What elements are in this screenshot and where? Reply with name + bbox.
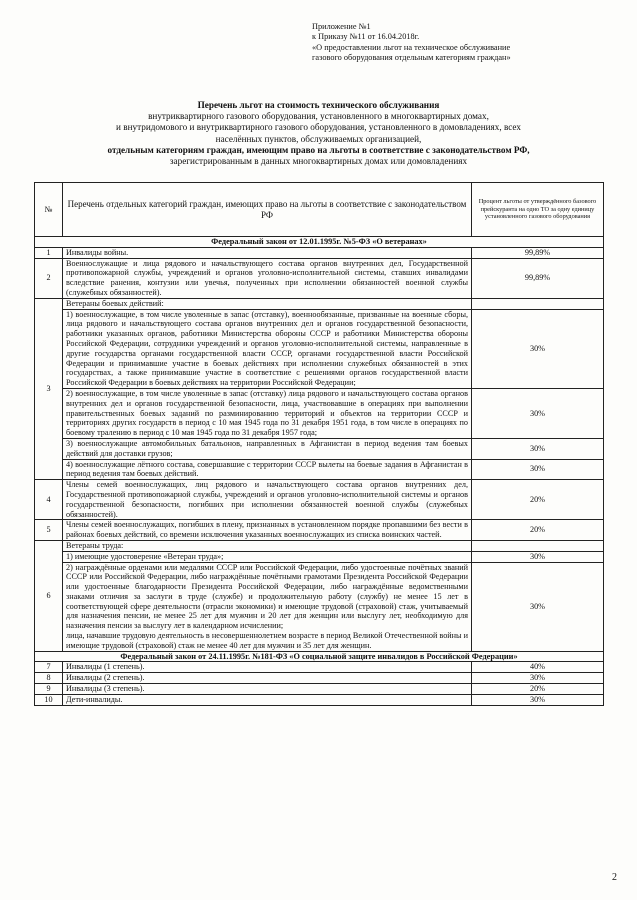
appendix-line: к Приказу №11 от 16.04.2018г. xyxy=(312,32,420,42)
row-text: Члены семей военнослужащих, лиц рядового и начальствующего состава органов внутренних дел, Государственной противопожарной службы, учреждений и органов уголовно-исполнительной системы и органов государственной безопасности, погибших при исполнении обязанностей военной службы (служебных обязанностей). xyxy=(63,480,472,520)
row-text-part: 2) награждённые орденами или медалями СССР или Российской Федерации, либо удостоенные почётных званий СССР или Российской Федерации, либо награждённые почётными грамотами Президента Российской Федерации или удостоенные благодарности Президента Российской Федерации, либо награждённые ведомственными знаками отличия за заслуги в труде (службе) и продолжительную работу (службу) не менее 15 лет в соответствующей сфере деятельности (отрасли экономики) и имеющие трудовой (страховой) стаж, учитываемый для назначения пенсии, не менее 25 лет для мужчин и 20 лет для женщин или выслугу лет, необходимую для назначения пенсии за выслугу лет в календарном исчислении; xyxy=(66,562,468,631)
row-text: 4) военнослужащие лётного состава, совершавшие с территории СССР вылеты на боевые задания в Афганистан в период ведения там боевых действий. xyxy=(63,459,472,480)
table-row xyxy=(35,562,604,651)
benefits-table xyxy=(34,182,604,706)
row-percent: 30% xyxy=(472,459,604,480)
table-row xyxy=(35,694,604,705)
row-percent-empty xyxy=(472,540,604,551)
table-row xyxy=(35,247,604,258)
table-row xyxy=(35,459,604,480)
row-num: 1 xyxy=(35,247,63,258)
row-num: 6 xyxy=(35,540,63,651)
row-num: 8 xyxy=(35,673,63,684)
row-text: 1) военнослужащие, в том числе уволенные в запас (отставку), военнообязанные, призванные на военные сборы, лица рядового и начальствующего состава органов внутренних дел и органов государственной безопасности, работники указанных органов, работники Министерства обороны СССР и работники Министерства обороны Российской Федерации, сотрудники учреждений и органов уголовно-исполнительной системы, направленные в другие государства органами государственной власти СССР, органами государственной власти Российской Федерации и принимавшие участие в боевых действиях при исполнении служебных обязанностей в этих государствах, а также принимавшие участие в соответствие с решениями органов государственной власти Российской Федерации в боевых действиях на территории Российской Федерации; xyxy=(63,309,472,388)
row-text: 3) военнослужащие автомобильных батальонов, направленных в Афганистан в период ведения там боевых действий для доставки грузов; xyxy=(63,438,472,459)
row-num: 4 xyxy=(35,480,63,520)
row-percent: 30% xyxy=(472,388,604,438)
row-text: Военнослужащие и лица рядового и начальствующего состава органов внутренних дел, Государственной противопожарной службы, учреждений и органов уголовно-исполнительной системы, ставших инвалидами вследствие ранения, контузии или увечья, полученных при исполнении обязанностей военной службы (служебных обязанностей). xyxy=(63,258,472,298)
row-text: Инвалиды (2 степень). xyxy=(63,673,472,684)
table-row xyxy=(35,673,604,684)
page-number: 2 xyxy=(612,872,617,883)
table-header-row xyxy=(35,183,604,237)
row-percent: 30% xyxy=(472,551,604,562)
row-percent: 40% xyxy=(472,662,604,673)
row-percent: 99,89% xyxy=(472,258,604,298)
title-line: и внутридомового и внутриквартирного газового оборудования, установленного в домовладениях, всех xyxy=(116,122,521,133)
row-text: Инвалиды (3 степень). xyxy=(63,684,472,695)
row-percent: 30% xyxy=(472,673,604,684)
title-line: Перечень льгот на стоимость технического обслуживания xyxy=(197,100,440,110)
row-text: Инвалиды (1 степень). xyxy=(63,662,472,673)
row-percent: 20% xyxy=(472,480,604,520)
row-text: 2) военнослужащие, в том числе уволенные в запас (отставку) лица рядового и начальствующего состава органов внутренних дел и органов государственной безопасности, лица, участвовавшие в операциях при выполнении правительственных боевых заданий по разминированию территорий и объектов на территории СССР и территориях других государств в период с 10 мая 1945 года по 31 декабря 1951 года, в том числе в операциях по боевому тралению в период с 10 мая 1945 года по 31 декабря 1957 года; xyxy=(63,388,472,438)
row-num: 7 xyxy=(35,662,63,673)
row-num: 10 xyxy=(35,694,63,705)
table-row xyxy=(35,258,604,298)
row-percent: 30% xyxy=(472,694,604,705)
table-row xyxy=(35,480,604,520)
row-text: 1) имеющие удостоверение «Ветеран труда»; xyxy=(63,551,472,562)
row-percent: 30% xyxy=(472,438,604,459)
row-percent: 99,89% xyxy=(472,247,604,258)
row-num: 3 xyxy=(35,298,63,479)
section-row xyxy=(35,651,604,662)
table-row xyxy=(35,551,604,562)
row-num: 2 xyxy=(35,258,63,298)
title-line: населённых пунктов, обслуживаемых организацией, xyxy=(215,133,422,144)
row-num: 9 xyxy=(35,684,63,695)
row-text-part: лица, начавшие трудовую деятельность в несовершеннолетнем возрасте в период Великой Отечественной войны и имеющие трудовой (страховой) стаж не менее 40 лет для мужчин и 35 лет для женщин. xyxy=(66,631,468,650)
row-text: Члены семей военнослужащих, погибших в плену, признанных в установленном порядке пропавшими без вести в районах боевых действий, со времени исключения указанных военнослужащих из списка воинских частей. xyxy=(63,520,472,541)
row-percent: 30% xyxy=(472,309,604,388)
appendix-line: «О предоставлении льгот на техническое обслуживание xyxy=(312,42,511,52)
row-percent: 30% xyxy=(472,562,604,651)
row-percent: 20% xyxy=(472,684,604,695)
row-text: Инвалиды войны. xyxy=(63,247,472,258)
table-row xyxy=(35,388,604,438)
appendix-line: Приложение №1 xyxy=(312,22,371,31)
appendix-line: газового оборудования отдельным категориям граждан» xyxy=(312,53,511,63)
row-percent: 20% xyxy=(472,520,604,541)
row-text: Ветераны труда: xyxy=(63,540,472,551)
row-text: Ветераны боевых действий: xyxy=(63,298,472,309)
document-title xyxy=(20,100,617,167)
row-num: 5 xyxy=(35,520,63,541)
table-row xyxy=(35,662,604,673)
table-row xyxy=(35,298,604,309)
section-title: Федеральный закон от 12.01.1995г. №5-ФЗ «О ветеранах» xyxy=(35,237,604,248)
table-row xyxy=(35,438,604,459)
row-text xyxy=(63,562,472,651)
section-row xyxy=(35,237,604,248)
section-title: Федеральный закон от 24.11.1995г. №181-ФЗ «О социальной защите инвалидов в Российской Федерации» xyxy=(35,651,604,662)
appendix-block xyxy=(312,22,612,64)
table-row xyxy=(35,540,604,551)
header-percent: Процент льготы от утверждённого базового прейскуранта на одно ТО за одну единицу установленного газового оборудования xyxy=(472,183,604,237)
row-text: Дети-инвалиды. xyxy=(63,694,472,705)
table-row xyxy=(35,309,604,388)
header-num: № xyxy=(35,183,63,237)
title-line: зарегистрированным в данных многоквартирных домах или домовладениях xyxy=(169,156,468,167)
table-row xyxy=(35,520,604,541)
title-line: отдельным категориям граждан, имеющим право на льготы в соответствие с законодательством РФ, xyxy=(107,144,530,155)
table-row xyxy=(35,684,604,695)
row-percent-empty xyxy=(472,298,604,309)
header-category: Перечень отдельных категорий граждан, имеющих право на льготы в соответствие с законодательством РФ xyxy=(63,183,472,237)
title-line: внутриквартирного газового оборудования, установленного в многоквартирных домах, xyxy=(148,111,489,122)
